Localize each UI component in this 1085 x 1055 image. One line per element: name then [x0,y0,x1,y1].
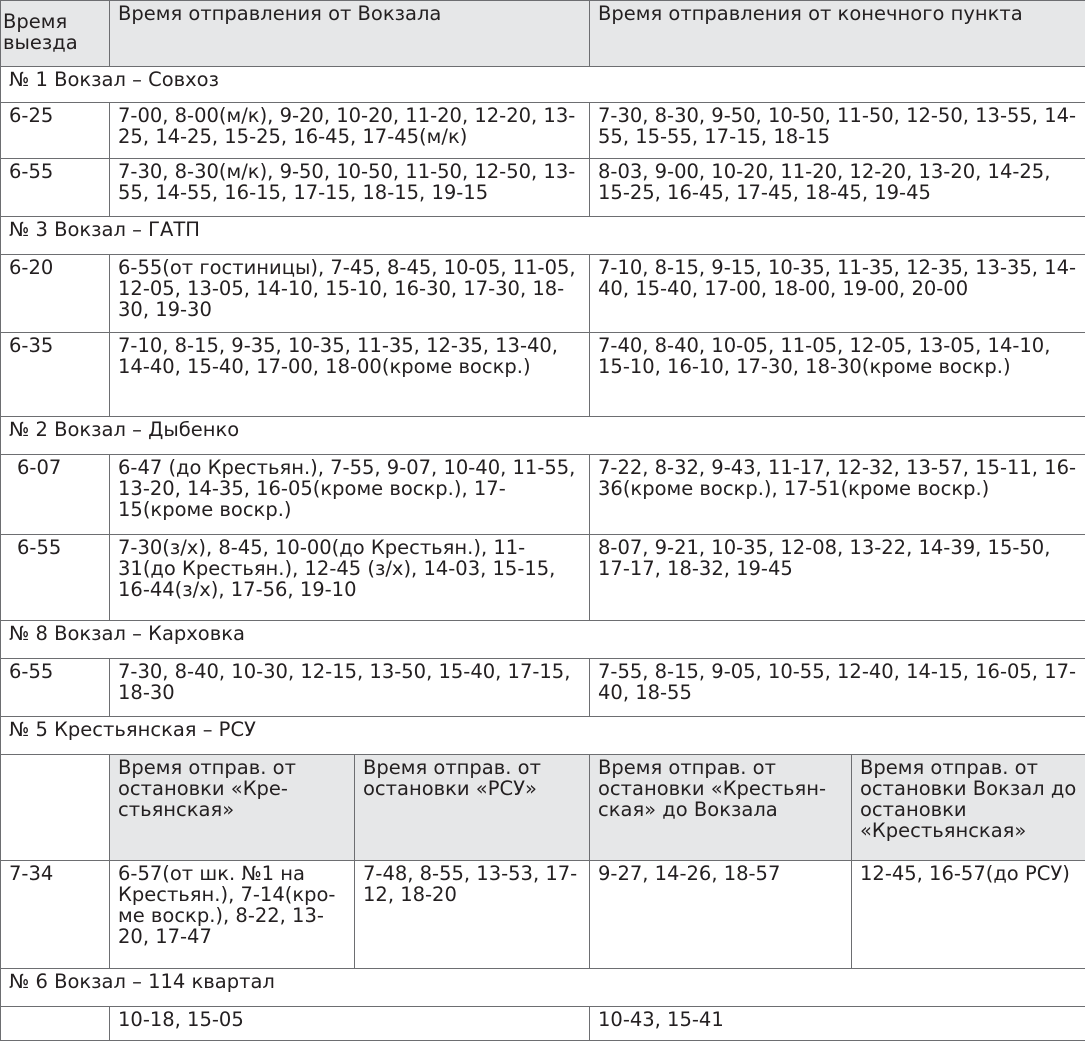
subheader-blank [1,755,110,861]
departure-time [1,1007,110,1041]
subheader-from-rsu: Время отправ. от остановки «РСУ» [355,755,590,861]
times-from-rsu: 7-48, 8-55, 13-53, 17-12, 18-20 [355,861,590,969]
table-row [1,333,1085,417]
departure-time: 6-55 [1,159,110,217]
route-title-row [1,969,1085,1007]
table-row [1,103,1085,159]
departure-time: 6-25 [1,103,110,159]
route-title: № 1 Вокзал – Совхоз [1,67,1085,103]
route-title: № 3 Вокзал – ГАТП [1,217,1085,255]
route-title-row [1,717,1085,755]
departure-time: 6-20 [1,255,110,333]
route-title-row [1,417,1085,455]
subheader-station-to-krestyanskaya: Время отправ. от остановки Вокзал до остановки «Крестьянская» [852,755,1085,861]
route-title: № 5 Крестьянская – РСУ [1,717,1085,755]
table-row [1,535,1085,621]
terminal-times: 7-30, 8-30, 9-50, 10-50, 11-50, 12-50, 13-55, 14-55, 15-55, 17-15, 18-15 [590,103,1085,159]
station-times: 10-18, 15-05 [110,1007,590,1041]
terminal-times: 7-40, 8-40, 10-05, 11-05, 12-05, 13-05, 14-10, 15-10, 16-10, 17-30, 18-30(кроме воскр.) [590,333,1085,417]
subheader-row [1,755,1085,861]
times-station-to-krestyanskaya: 12-45, 16-57(до РСУ) [852,861,1085,969]
station-times: 6-55(от гостиницы), 7-45, 8-45, 10-05, 11-05, 12-05, 13-05, 14-10, 15-10, 16-30, 17-30, 18-30, 19-30 [110,255,590,333]
departure-time: 6-55 [1,659,110,717]
terminal-times: 7-55, 8-15, 9-05, 10-55, 12-40, 14-15, 16-05, 17-40, 18-55 [590,659,1085,717]
header-departure-time: Время выезда [1,1,110,67]
times-from-krestyanskaya: 6-57(от шк. №1 на Крестьян.), 7-14(кро-ме воскр.), 8-22, 13-20, 17-47 [110,861,355,969]
table-row [1,455,1085,535]
station-times: 7-30(з/х), 8-45, 10-00(до Крестьян.), 11-31(до Крестьян.), 12-45 (з/х), 14-03, 15-15, 16-44(з/х), 17-56, 19-10 [110,535,590,621]
station-times: 7-10, 8-15, 9-35, 10-35, 11-35, 12-35, 13-40, 14-40, 15-40, 17-00, 18-00(кроме воскр.) [110,333,590,417]
route-title: № 8 Вокзал – Карховка [1,621,1085,659]
terminal-times: 8-03, 9-00, 10-20, 11-20, 12-20, 13-20, 14-25, 15-25, 16-45, 17-45, 18-45, 19-45 [590,159,1085,217]
header-from-terminal: Время отправления от конечного пункта [590,1,1085,67]
departure-time: 6-35 [1,333,110,417]
header-from-station: Время отправления от Вокзала [110,1,590,67]
departure-time: 6-55 [1,535,110,621]
table-row [1,659,1085,717]
subheader-krestyanskaya-to-station: Время отправ. от остановки «Крестьян-ская» до Вокзала [590,755,852,861]
departure-time: 7-34 [1,861,110,969]
header-row [1,1,1085,67]
station-times: 7-00, 8-00(м/к), 9-20, 10-20, 11-20, 12-20, 13-25, 14-25, 15-25, 16-45, 17-45(м/к) [110,103,590,159]
terminal-times: 7-22, 8-32, 9-43, 11-17, 12-32, 13-57, 15-11, 16-36(кроме воскр.), 17-51(кроме воскр.) [590,455,1085,535]
route-title-row [1,67,1085,103]
route-title: № 6 Вокзал – 114 квартал [1,969,1085,1007]
terminal-times: 7-10, 8-15, 9-15, 10-35, 11-35, 12-35, 13-35, 14-40, 15-40, 17-00, 18-00, 19-00, 20-00 [590,255,1085,333]
times-krestyanskaya-to-station: 9-27, 14-26, 18-57 [590,861,852,969]
terminal-times: 8-07, 9-21, 10-35, 12-08, 13-22, 14-39, 15-50, 17-17, 18-32, 19-45 [590,535,1085,621]
table-row [1,1007,1085,1041]
station-times: 7-30, 8-40, 10-30, 12-15, 13-50, 15-40, 17-15, 18-30 [110,659,590,717]
terminal-times: 10-43, 15-41 [590,1007,1085,1041]
route-title: № 2 Вокзал – Дыбенко [1,417,1085,455]
table-row [1,159,1085,217]
subheader-from-krestyanskaya: Время отправ. от остановки «Кре-стьянская» [110,755,355,861]
station-times: 7-30, 8-30(м/к), 9-50, 10-50, 11-50, 12-50, 13-55, 14-55, 16-15, 17-15, 18-15, 19-15 [110,159,590,217]
table-row [1,255,1085,333]
table-row [1,861,1085,969]
station-times: 6-47 (до Крестьян.), 7-55, 9-07, 10-40, 11-55, 13-20, 14-35, 16-05(кроме воскр.), 17-15(кроме воскр.) [110,455,590,535]
route-title-row [1,621,1085,659]
departure-time: 6-07 [1,455,110,535]
route-title-row [1,217,1085,255]
